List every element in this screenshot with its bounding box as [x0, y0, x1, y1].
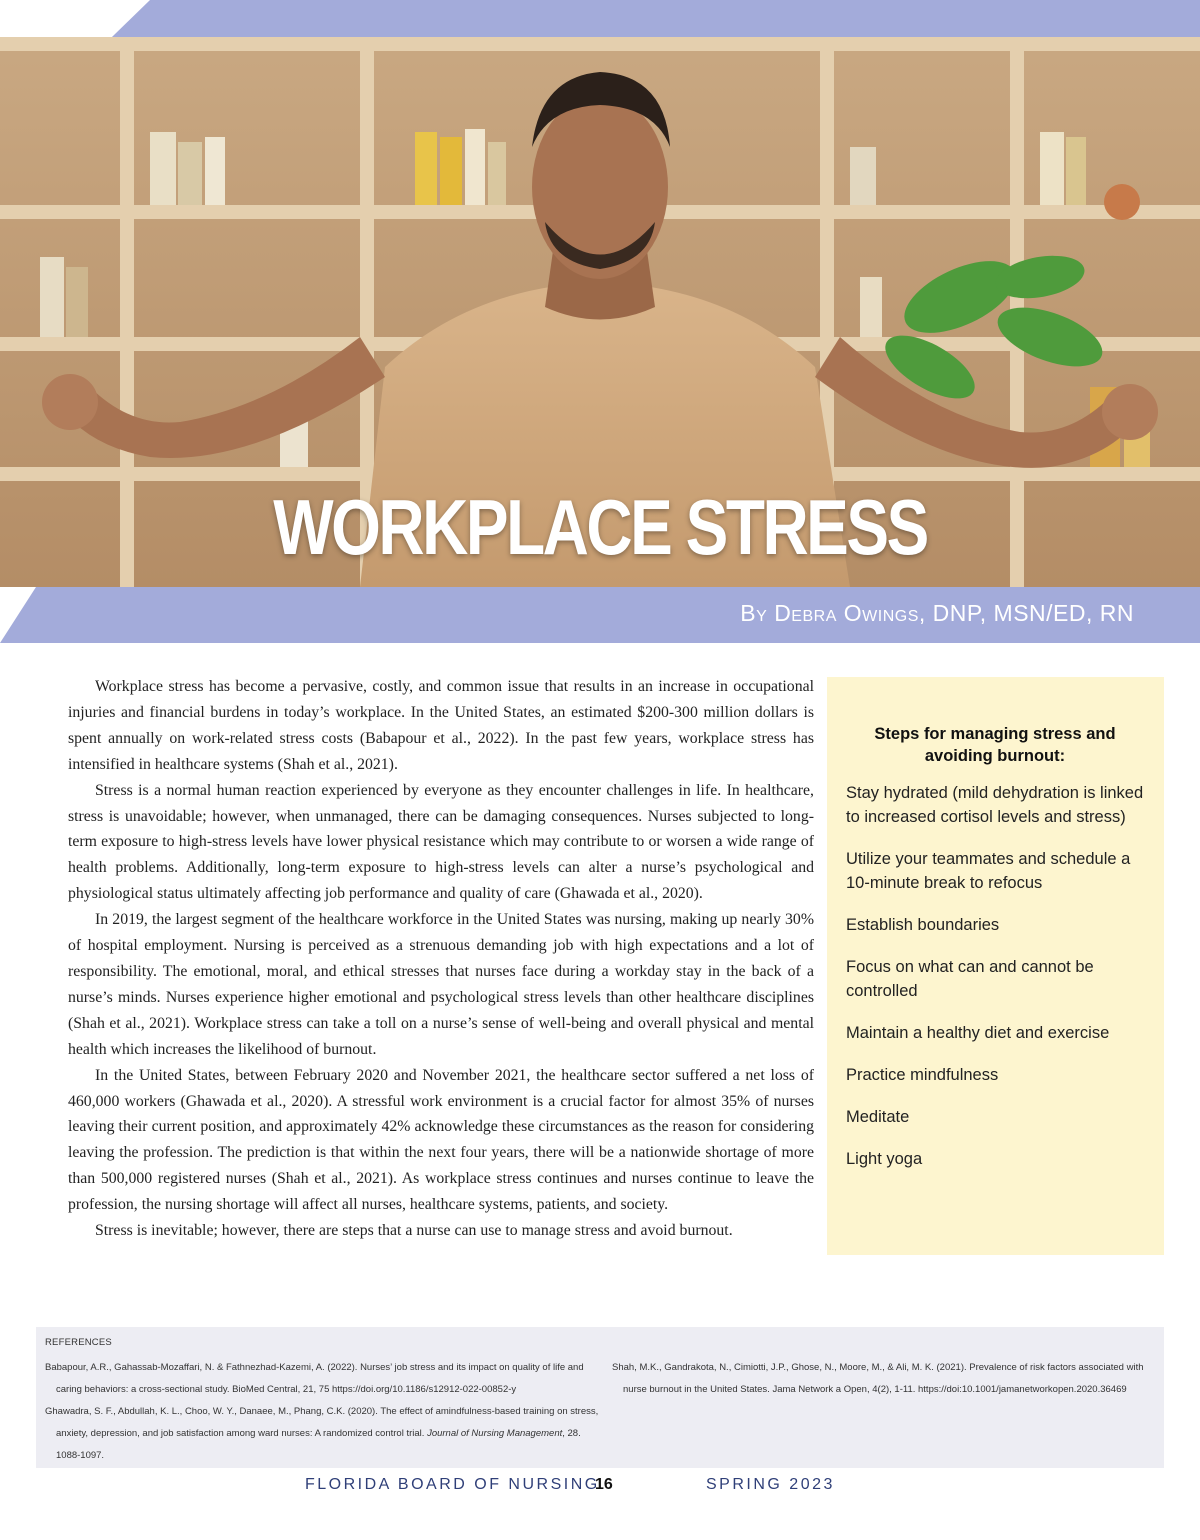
article-paragraph: Stress is inevitable; however, there are steps that a nurse can use to manage stress and avoid burnout. — [95, 1222, 733, 1240]
step-item: Meditate — [846, 1108, 910, 1126]
step-item: Light yoga — [846, 1150, 923, 1168]
reference-journal: Journal of Nursing Management — [427, 1428, 563, 1439]
sidebar-title: Steps for managing stress and avoiding burnout: — [874, 725, 1116, 765]
hero-photo — [0, 37, 1200, 587]
step-item: Practice mindfulness — [846, 1066, 999, 1084]
step-item: Stay hydrated (mild dehydration is linked to increased cortisol levels and stress) — [846, 784, 1144, 826]
reference-text: Ghawadra, S. F., Abdullah, K. L., Choo, W. Y., Danaee, M., Phang, C.K. (2020). The effect of amindfulness-based training on stress, anxiety, depression, and job satisfaction among ward nurses: A randomized control trial. — [45, 1406, 599, 1439]
steps-list — [846, 781, 1146, 1189]
footer-page-number: 16 — [595, 1476, 613, 1493]
author-byline: By Debra Owings, DNP, MSN/ED, RN — [740, 600, 1134, 626]
article-paragraph: Stress is a normal human reaction experienced by everyone as they encounter challenges in life. In healthcare, stress is unavoidable; however, when unmanaged, there can be damaging consequences. Nurses subjected to long-term exposure to high-stress levels have lower physical resistance which may contribute to or worsen a wide range of health problems. Additionally, long-term exposure to high-stress levels can alter a nurse’s psychological and physiological status ultimately affecting job performance and quality of care (Ghawada et al., 2020). — [68, 781, 814, 903]
footer-issue: SPRING 2023 — [706, 1476, 835, 1493]
reference-text: Babapour, A.R., Gahassab-Mozaffari, N. & Fathnezhad-Kazemi, A. (2022). Nurses’ job stress and its impact on quality of life and caring behaviors: a cross-sectional study. BioMed Central, 21, 75 https://doi.org/10.1186/s12912-022-00852-y — [45, 1362, 584, 1395]
article-title: WORKPLACE STRESS — [273, 483, 927, 571]
step-item: Utilize your teammates and schedule a 10-minute break to refocus — [846, 850, 1131, 892]
reference-entry — [612, 1357, 1152, 1401]
article-paragraph: Workplace stress has become a pervasive, costly, and common issue that results in an increase in occupational injuries and financial burdens in today’s workplace. In the United States, an estimated $200-300 million dollars is spent annually on work-related stress costs (Babapour et al., 2022). In the past few years, workplace stress has intensified in healthcare systems (Shah et al., 2021). — [68, 678, 814, 773]
reference-entry — [45, 1401, 600, 1467]
step-item: Establish boundaries — [846, 916, 1000, 934]
references-left-column — [45, 1357, 600, 1467]
byline-notch-icon — [0, 587, 70, 643]
reference-entry — [45, 1357, 600, 1401]
footer-publication: FLORIDA BOARD OF NURSING — [305, 1476, 600, 1493]
article-paragraph: In 2019, the largest segment of the healthcare workforce in the United States was nursing, making up nearly 30% of hospital employment. Nursing is perceived as a strenuous demanding job with high expectations and a lot of responsibility. The emotional, moral, and ethical stresses that nurses face during a workday stay in the back of a nurse’s minds. Nurses experience higher emotional and psychological stress levels than other healthcare disciplines (Shah et al., 2021). Workplace stress can take a toll on a nurse’s sense of well-being and overall physical and mental health which increases the likelihood of burnout. — [68, 911, 814, 1058]
references-right-column — [612, 1357, 1152, 1401]
references-heading: REFERENCES — [45, 1337, 112, 1348]
article-body — [68, 674, 814, 1244]
stress-tips-sidebar — [827, 677, 1164, 1255]
step-item: Focus on what can and cannot be controlled — [846, 958, 1094, 1000]
article-paragraph: In the United States, between February 2020 and November 2021, the healthcare sector suffered a net loss of 460,000 workers (Ghawada et al., 2020). A stressful work environment is a crucial factor for almost 35% of nurses leaving their current position, and approximately 42% acknowledge these circumstances as the reason for considering leaving the profession. The prediction is that within the next four years, there will be a nationwide shortage of more than 500,000 registered nurses (Shah et al., 2021). As workplace stress continues and nurses continue to leave the profession, the nursing shortage will affect all nurses, healthcare systems, patients, and society. — [68, 1066, 814, 1214]
references-box — [36, 1327, 1164, 1468]
reference-tail: , 28. 1088-1097. — [56, 1428, 581, 1461]
step-item: Maintain a healthy diet and exercise — [846, 1024, 1110, 1042]
reference-text: Shah, M.K., Gandrakota, N., Cimiotti, J.P., Ghose, N., Moore, M., & Ali, M. K. (2021). Prevalence of risk factors associated with nurse burnout in the United States. Jama Network a Open, 4(2), 1-11. https://doi:10.1001/jamanetworkopen.2020.36469 — [612, 1362, 1144, 1395]
top-color-band — [0, 0, 1200, 37]
